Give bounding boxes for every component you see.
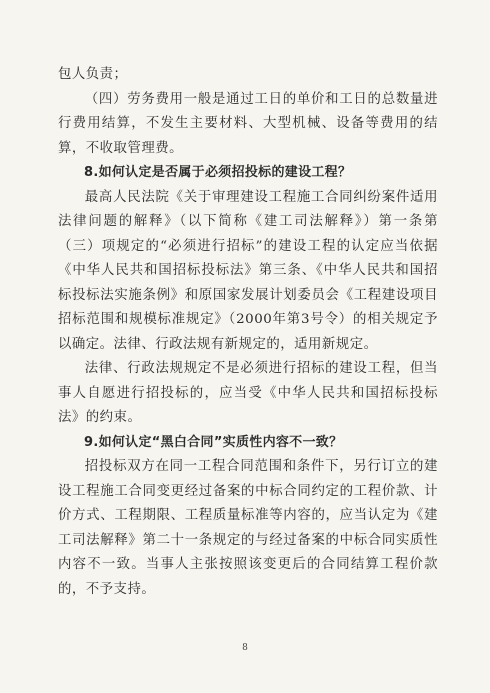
heading-question-8: 8.如何认定是否属于必须招投标的建设工程？ bbox=[84, 165, 352, 180]
document-body bbox=[58, 63, 438, 602]
paragraph-continued: 包人负责； bbox=[58, 67, 128, 82]
page-number: 8 bbox=[242, 643, 248, 653]
paragraph-black-white-contract: 招投标双方在同一工程合同范围和条件下，另行订立的建设工程施工合同变更经过备案的中标合同约定的工程价款、计价方式、工程期限、工程质量标准等内容的，应当认定为《建工司法解释》第二十一条规定的与经过备案的中标合同实质性内容不一致。当事人主张按照该变更后的合同结算工程价款的，不予支持。 bbox=[58, 459, 438, 597]
paragraph-labor-cost: （四）劳务费用一般是通过工日的单价和工日的总数量进行费用结算，不发生主要材料、大型机械、设备等费用的结算，不收取管理费。 bbox=[58, 91, 438, 156]
heading-question-9: 9.如何认定“黑白合同”实质性内容不一致？ bbox=[84, 434, 343, 450]
paragraph-bidding-definition: 最高人民法院《关于审理建设工程施工合同纠纷案件适用法律问题的解释》（以下简称《建工司法解释》）第一条第（三）项规定的“必须进行招标”的建设工程的认定应当依据《中华人民共和国招标投标法》第三条、《中华人民共和国招标投标法实施条例》和原国家发展计划委员会《工程建设项目招标范围和规模标准规定》（2000年第3号令）的相关规定予以确定。法律、行政法规有新规定的，适用新规定。 bbox=[58, 189, 438, 352]
paragraph-voluntary-bidding: 法律、行政法规规定不是必须进行招标的建设工程，但当事人自愿进行招投标的，应当受《中华人民共和国招标投标法》的约束。 bbox=[58, 361, 438, 425]
